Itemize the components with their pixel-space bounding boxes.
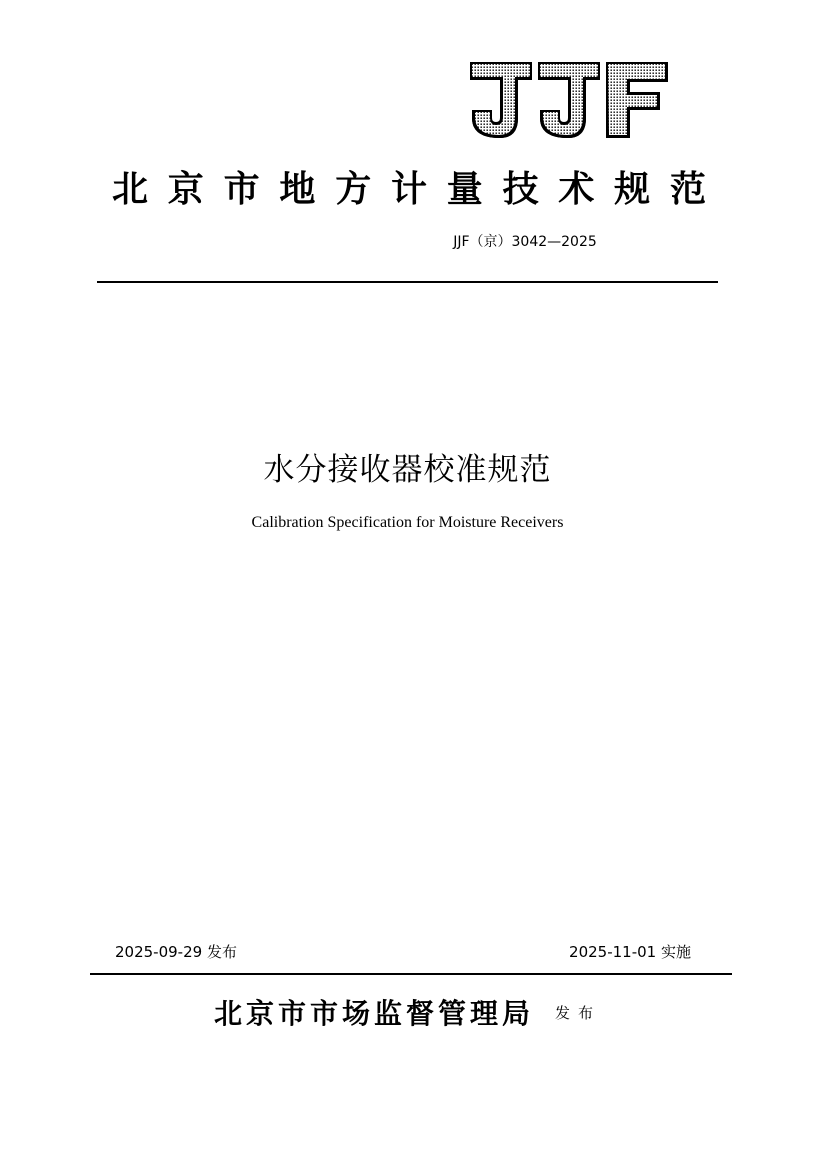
implementation-date: 2025-11-01 实施: [569, 943, 691, 961]
publisher-action: 发布: [555, 1003, 602, 1022]
jjf-logo-icon: [468, 60, 670, 142]
bottom-divider: [90, 973, 732, 975]
header-title: [112, 164, 706, 214]
issue-date: 2025-09-29 发布: [115, 943, 237, 961]
header-title-char: 技: [502, 168, 539, 210]
header-title-char: 计: [390, 168, 427, 210]
header-title-char: 范: [669, 168, 706, 210]
publisher-name: 北京市市场监督管理局: [213, 997, 534, 1030]
header-title-char: 量: [446, 168, 483, 210]
header-title-char: 地: [279, 168, 316, 210]
header-title-char: 市: [223, 168, 260, 210]
header-title-char: 规: [614, 168, 651, 210]
publisher: [0, 992, 815, 1032]
header-title-char: 京: [167, 168, 204, 210]
header-title-char: 术: [558, 168, 595, 210]
document-title-english: Calibration Specification for Moisture Receivers: [251, 514, 564, 531]
top-divider: [97, 281, 718, 283]
header-title-char: 方: [335, 168, 372, 210]
standard-number: JJF（京）3042—2025: [453, 234, 597, 250]
header-title-char: 北: [112, 168, 149, 210]
document-title-chinese: 水分接收器校准规范: [263, 452, 552, 488]
